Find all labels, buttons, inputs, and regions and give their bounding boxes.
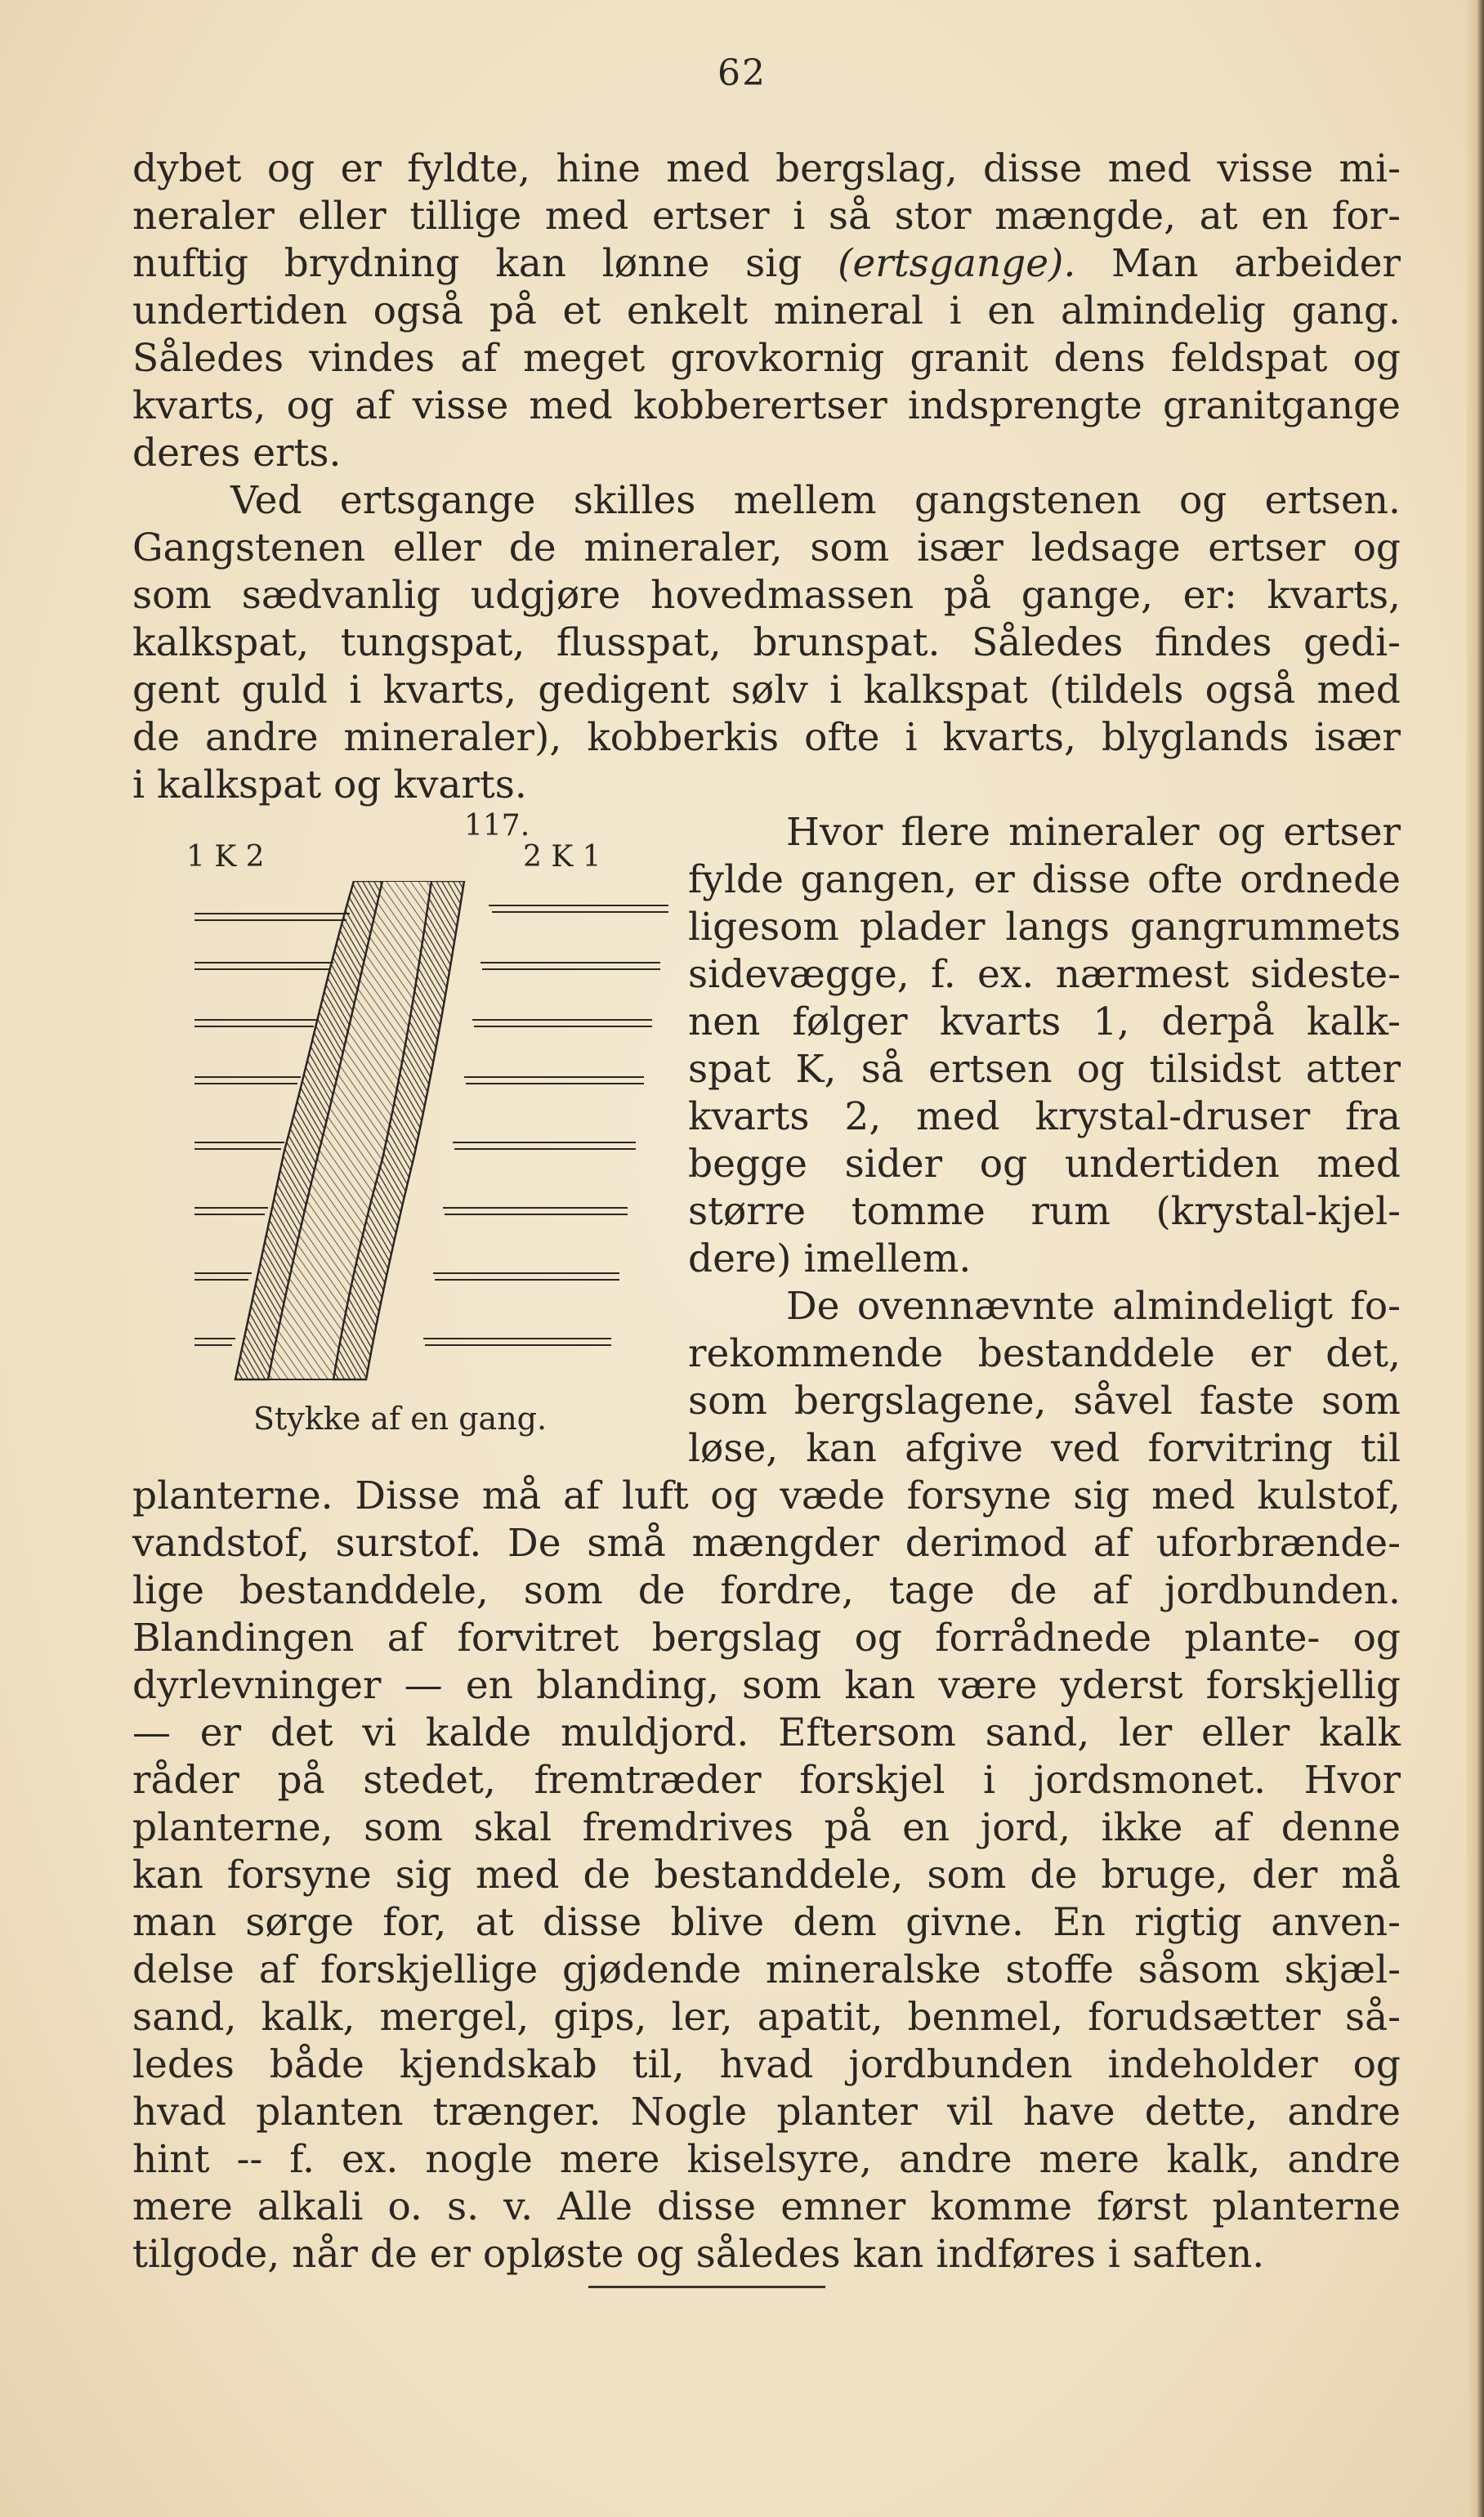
text-line: kvarts 2, med krystal-druser fra — [688, 1094, 1401, 1139]
text-line: fylde gangen, er disse ofte ordnede — [688, 857, 1401, 902]
text-line: spat K, så ertsen og tilsidst atter — [688, 1047, 1401, 1092]
text-line: Ved ertsgange skilles mellem gangstenen og ertsen. — [230, 478, 1401, 523]
text-line: lige bestanddele, som de fordre, tage de af jordbunden. — [132, 1568, 1401, 1613]
text-line: nen følger kvarts 1, derpå kalk- — [688, 999, 1401, 1044]
text-line: man sørge for, at disse blive dem givne. En rigtig anven- — [132, 1900, 1401, 1945]
figure-label-right: 2 K 1 — [523, 840, 601, 874]
text-line: løse, kan afgive ved forvitring til — [688, 1426, 1401, 1471]
text-line: delse af forskjellige gjødende mineralske stoffe såsom skjæl- — [132, 1947, 1401, 1992]
text-line: Blandingen af forvitret bergslag og forrådnede plante- og — [132, 1616, 1401, 1661]
text-line: kan forsyne sig med de bestanddele, som de bruge, der må — [132, 1853, 1401, 1898]
text-line: undertiden også på et enkelt mineral i en almindelig gang. — [132, 288, 1401, 333]
wall-rock-right — [423, 905, 668, 1345]
text-line — [132, 240, 1401, 288]
figure-label-left: 1 K 2 — [186, 840, 265, 874]
page-number: 62 — [717, 52, 767, 94]
text-line: kvarts, og af visse med kobberertser indsprengte granitgange — [132, 383, 1401, 428]
text-line: vandstof, surstof. De små mængder derimod af uforbrænde- — [132, 1521, 1401, 1566]
figure-number: 117. — [464, 809, 530, 843]
vein-illustration — [186, 881, 677, 1388]
text-segment: nuftig brydning kan lønne sig — [132, 241, 838, 286]
text-line: Hvor flere mineraler og ertser — [786, 810, 1401, 855]
text-line: — er det vi kalde muldjord. Eftersom sand, ler eller kalk — [132, 1710, 1401, 1755]
text-line: hint -- f. ex. nogle mere kiselsyre, andre mere kalk, andre — [132, 2137, 1401, 2182]
text-line: tilgode, når de er opløste og således kan indføres i saften. — [132, 2232, 1265, 2277]
text-line: Således vindes af meget grovkornig granit dens feldspat og — [132, 336, 1401, 381]
text-line: gent guld i kvarts, gedigent sølv i kalkspat (tildels også med — [132, 668, 1401, 713]
text-line: neraler eller tillige med ertser i så stor mængde, at en for- — [132, 194, 1401, 239]
text-line: planterne. Disse må af luft og væde forsyne sig med kulstof, — [132, 1473, 1401, 1518]
text-line: sidevægge, f. ex. nærmest sideste- — [688, 952, 1401, 997]
text-line: mere alkali o. s. v. Alle disse emner komme først planterne — [132, 2184, 1401, 2229]
text-line: dybet og er fyldte, hine med bergslag, disse med visse mi- — [132, 146, 1401, 191]
text-line: begge sider og undertiden med — [688, 1142, 1401, 1187]
text-line: ledes både kjendskab til, hvad jordbunden indeholder og — [132, 2042, 1401, 2087]
text-line: sand, kalk, mergel, gips, ler, apatit, benmel, forudsætter så- — [132, 1995, 1401, 2040]
text-line: råder på stedet, fremtræder forskjel i jordsmonet. Hvor — [132, 1758, 1401, 1803]
text-line: større tomme rum (krystal-kjel- — [688, 1189, 1401, 1234]
text-line: kalkspat, tungspat, flusspat, brunspat. Således findes gedi- — [132, 620, 1401, 665]
end-rule — [588, 2286, 825, 2288]
text-line: dyrlevninger — en blanding, som kan være yderst forskjellig — [132, 1663, 1401, 1708]
text-line: Gangstenen eller de mineraler, som især ledsage ertser og — [132, 525, 1401, 570]
text-line: dere) imellem. — [688, 1236, 972, 1281]
figure-caption: Stykke af en gang. — [253, 1401, 548, 1437]
page-edge — [1466, 0, 1484, 2517]
text-line: planterne, som skal fremdrives på en jord, ikke af denne — [132, 1805, 1401, 1850]
text-segment: Man arbeider — [1075, 241, 1401, 286]
text-line: deres erts. — [132, 431, 342, 476]
text-line: rekommende bestanddele er det, — [688, 1331, 1401, 1376]
text-line: hvad planten trænger. Nogle planter vil have dette, andre — [132, 2090, 1401, 2135]
italic-term: (ertsgange). — [838, 241, 1076, 286]
text-line: som sædvanlig udgjøre hovedmassen på gange, er: kvarts, — [132, 573, 1401, 618]
text-line: De ovennævnte almindeligt fo- — [786, 1284, 1401, 1329]
text-line: ligesom plader langs gangrummets — [688, 905, 1401, 950]
text-line: de andre mineraler), kobberkis ofte i kvarts, blyglands især — [132, 715, 1401, 760]
text-line: i kalkspat og kvarts. — [132, 762, 527, 807]
text-line: som bergslagene, såvel faste som — [688, 1379, 1401, 1424]
